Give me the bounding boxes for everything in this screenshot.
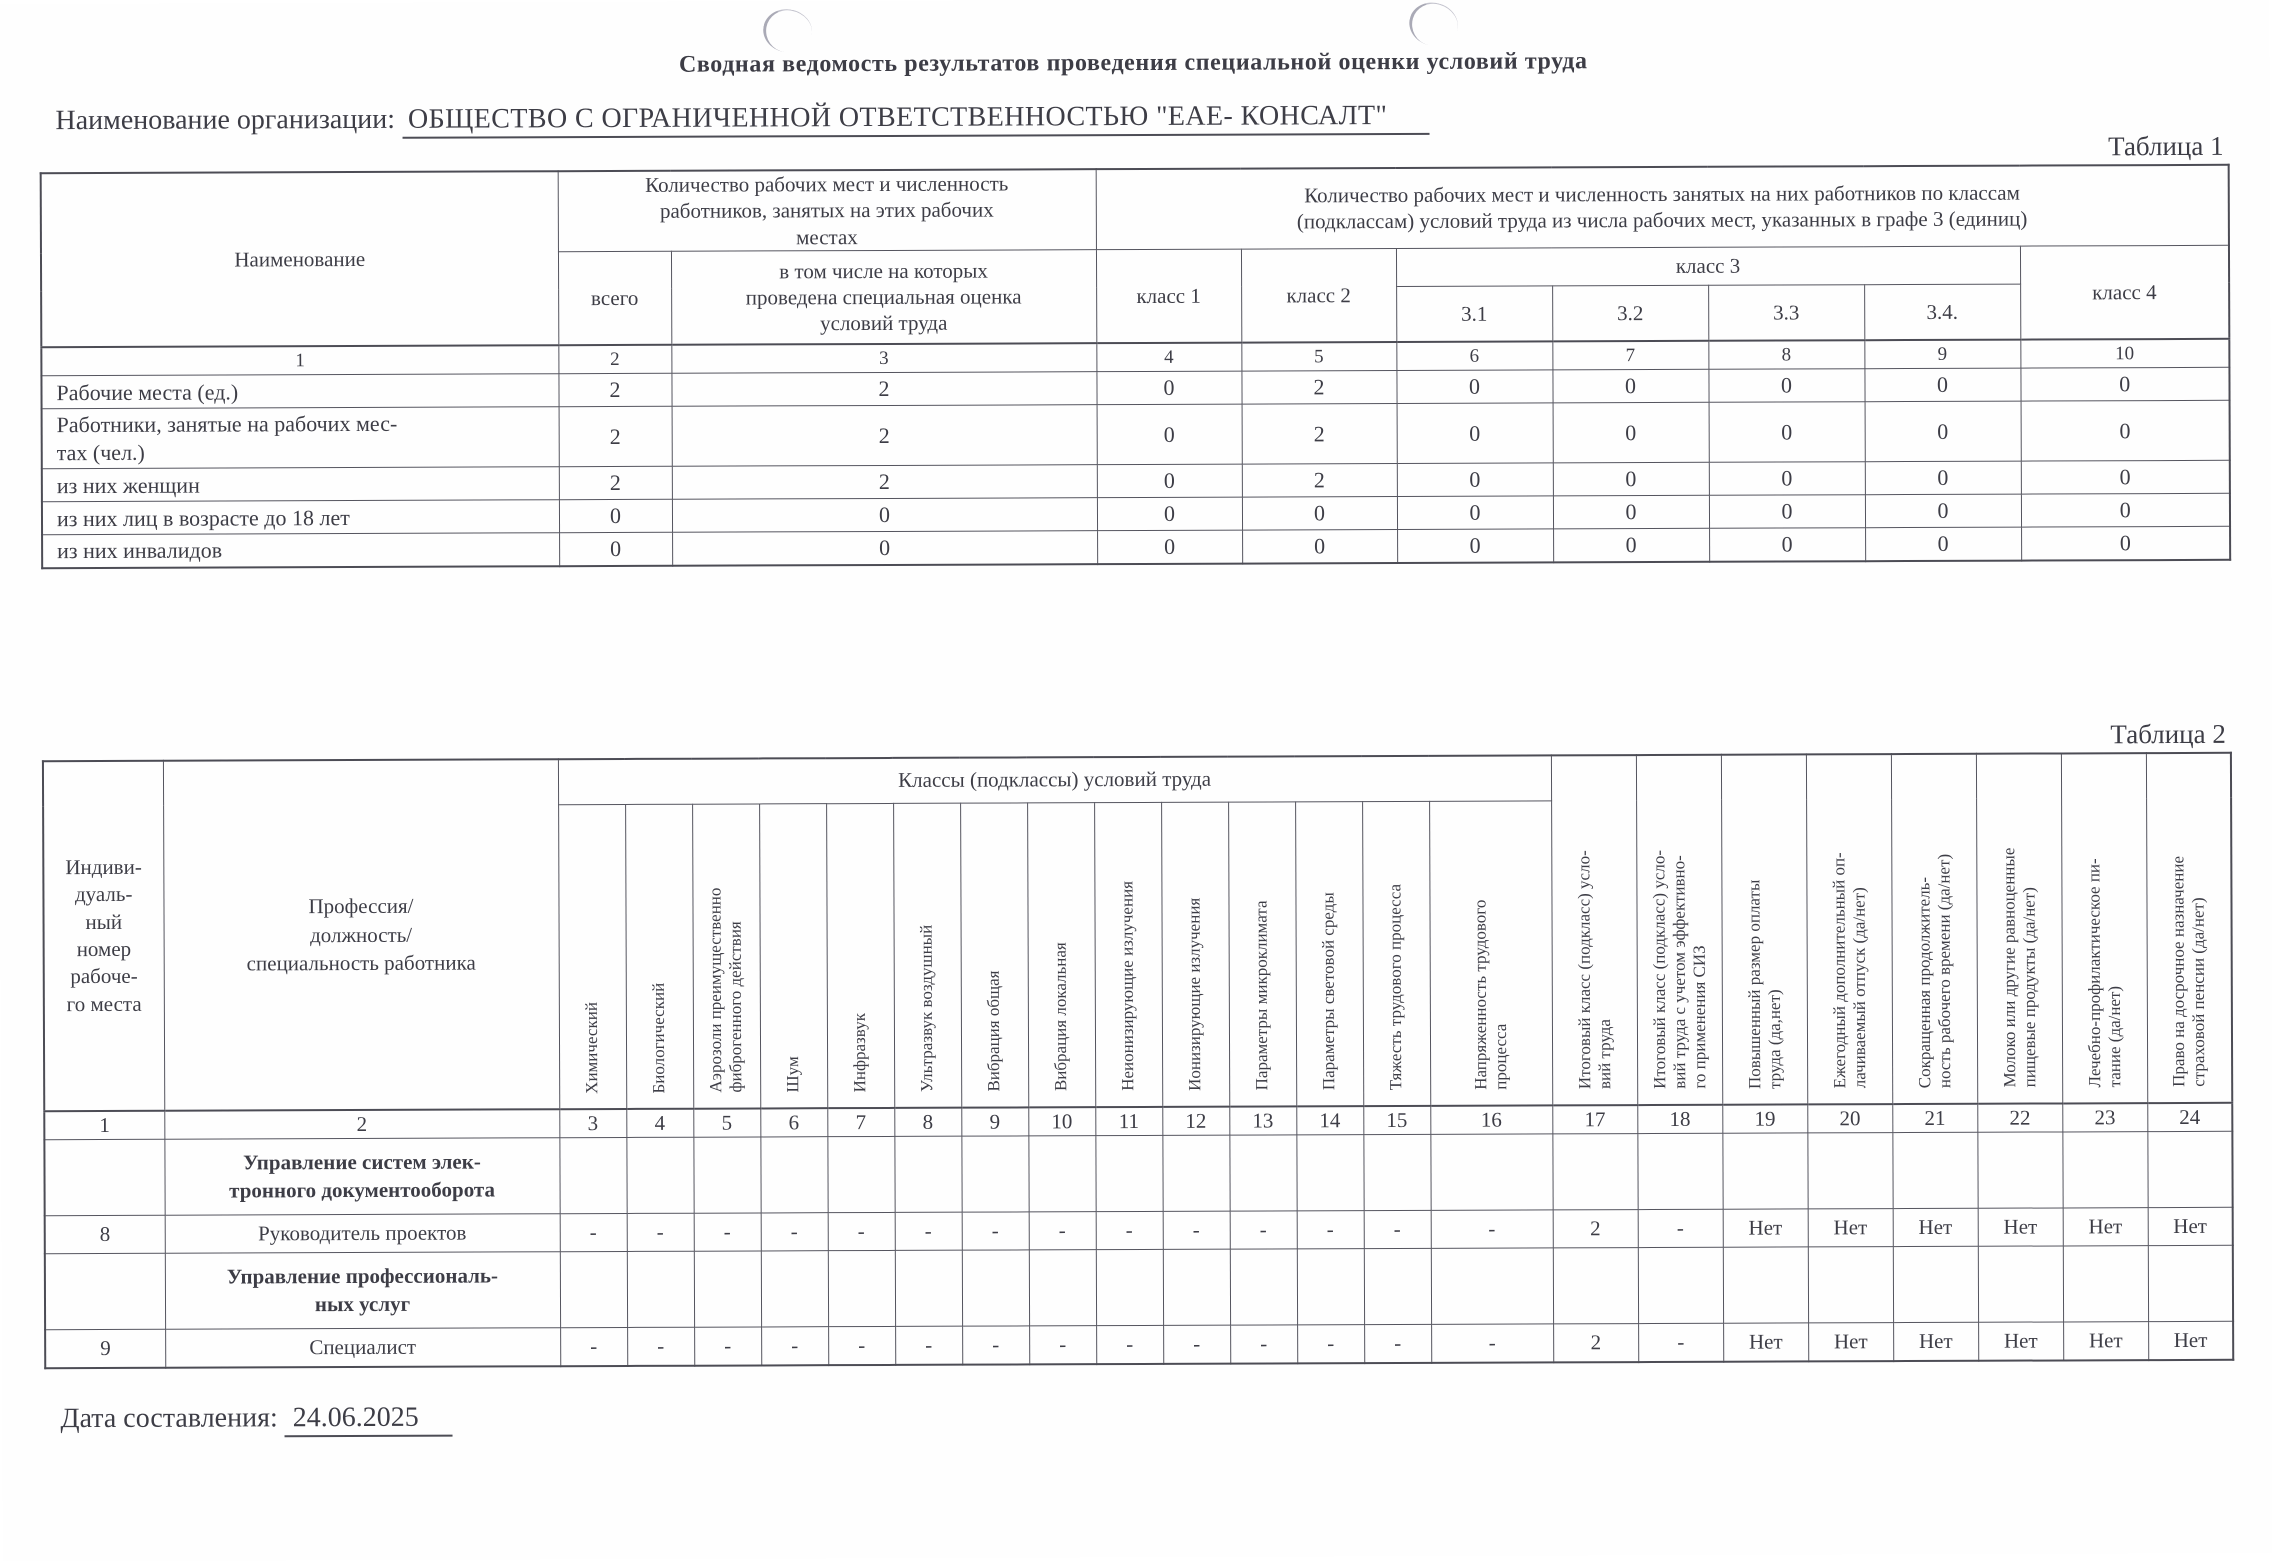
- table1-label: Таблица 1: [2108, 130, 2224, 162]
- table-cell: 0: [2021, 494, 2230, 528]
- col-group-workplaces: Количество рабочих мест и численность работников, занятых на этих рабочих местах: [558, 169, 1096, 251]
- table-cell: -: [1096, 1212, 1163, 1250]
- table-cell: 0: [1097, 497, 1242, 531]
- col-header-vibration-general: [960, 803, 1028, 1108]
- column-number: 22: [1977, 1104, 2062, 1133]
- row-number: [45, 1253, 165, 1329]
- rotated-label: Итоговый класс (подкласс) усло- вий труда: [1573, 850, 1614, 1090]
- rotated-label: Вибрация общая: [984, 970, 1004, 1092]
- table-cell: 0: [672, 531, 1097, 566]
- rotated-label: Сокращенная продолжитель- ность рабочего времени (да/нет): [1913, 853, 1954, 1089]
- table-cell: 0: [1097, 530, 1242, 564]
- table1: [40, 164, 2232, 569]
- col-group-classes: Количество рабочих мест и численность занятых на них работников по классам (подклассам) условий труда из числа рабочих мест, указанных в графе 3 (единиц): [1096, 165, 2229, 250]
- table-cell: 0: [1709, 528, 1865, 562]
- table-cell: [560, 1252, 627, 1328]
- table-cell: 0: [2021, 461, 2230, 495]
- column-number: 14: [1296, 1106, 1363, 1135]
- col-header-intensity: [1429, 801, 1552, 1106]
- rotated-label: Ультразвук воздушный: [917, 924, 937, 1093]
- table-cell: 0: [1397, 463, 1553, 497]
- data-row: [42, 527, 2230, 568]
- column-number: 8: [894, 1108, 961, 1137]
- table-cell: Нет: [1723, 1209, 1808, 1247]
- column-number: 2: [558, 345, 671, 374]
- column-number: 10: [2020, 339, 2229, 368]
- table-cell: -: [761, 1327, 828, 1365]
- organization-label: Наименование организации:: [55, 103, 396, 137]
- col-header-increased-pay: [1721, 754, 1807, 1105]
- table-cell: -: [1163, 1211, 1230, 1249]
- table-cell: [961, 1136, 1028, 1212]
- column-number: 23: [2062, 1103, 2147, 1132]
- table-cell: 2: [672, 405, 1097, 467]
- rotated-label: Лечебно-профилактическое пи- тание (да/нет): [2083, 858, 2124, 1088]
- column-number: 9: [1864, 340, 2020, 369]
- table2: [42, 752, 2234, 1369]
- row-label: из них лиц в возрасте до 18 лет: [42, 500, 559, 535]
- table-cell: [1722, 1133, 1807, 1209]
- col-header-profession: Профессия/ должность/ специальность работника: [163, 759, 559, 1111]
- table-cell: [760, 1137, 827, 1213]
- row-label: Работники, занятые на рабочих мес- тах (чел.): [42, 407, 559, 469]
- table-cell: -: [1364, 1325, 1431, 1363]
- rotated-label: Параметры световой среды: [1318, 892, 1339, 1091]
- table2-label: Таблица 2: [2110, 718, 2226, 750]
- rotated-label: Неионизирующие излучения: [1117, 881, 1138, 1092]
- col-header-aerosols: [692, 804, 760, 1109]
- column-number: 15: [1363, 1106, 1430, 1135]
- table-cell: [1808, 1247, 1893, 1323]
- table2-body: [44, 1132, 2233, 1368]
- table-cell: -: [761, 1213, 828, 1251]
- column-number: 21: [1892, 1104, 1977, 1133]
- col-header-light: [1295, 801, 1363, 1106]
- table-cell: [1638, 1247, 1723, 1323]
- table-cell: [2062, 1132, 2147, 1208]
- table-cell: 2: [559, 407, 672, 467]
- table-cell: [627, 1251, 694, 1327]
- col-header-biological: [625, 804, 693, 1109]
- rotated-label: Ежегодный дополнительный оп- лачиваемый отпуск (да/нет): [1828, 852, 1869, 1089]
- table-cell: [559, 1138, 626, 1214]
- table-cell: 0: [1242, 530, 1397, 564]
- row-label: из них женщин: [42, 467, 559, 502]
- table-cell: 0: [1397, 529, 1553, 563]
- table-cell: 2: [1242, 404, 1397, 465]
- section-label: Управление профессиональ- ных услуг: [165, 1252, 560, 1330]
- column-number: 4: [1096, 343, 1241, 372]
- table-cell: [1296, 1135, 1363, 1211]
- table-cell: -: [627, 1327, 694, 1365]
- column-number: 4: [626, 1109, 693, 1138]
- table-cell: -: [694, 1327, 761, 1365]
- table-cell: 0: [2020, 368, 2229, 402]
- table-cell: 0: [672, 498, 1097, 533]
- table-cell: -: [1096, 1326, 1163, 1364]
- section-label: Управление систем элек- тронного документооборота: [164, 1138, 559, 1216]
- column-number: 5: [1241, 342, 1396, 371]
- column-number: 3: [559, 1109, 626, 1138]
- table-cell: [1230, 1249, 1297, 1325]
- table-cell: [1162, 1135, 1229, 1211]
- table-cell: -: [1431, 1210, 1553, 1248]
- table-cell: 0: [1709, 462, 1865, 496]
- table-cell: 0: [1397, 496, 1553, 530]
- table-cell: [1229, 1135, 1296, 1211]
- col-header-total: всего: [558, 251, 671, 345]
- col-header-noise: [759, 803, 827, 1108]
- table-cell: 0: [1553, 496, 1709, 530]
- rotated-label: Биологический: [649, 982, 669, 1094]
- table-cell: -: [828, 1213, 895, 1251]
- section-row: [44, 1132, 2232, 1216]
- table-cell: -: [1029, 1212, 1096, 1250]
- table-cell: [894, 1136, 961, 1212]
- col-header-preventive-nutrition: [2061, 753, 2147, 1104]
- table-cell: [1297, 1249, 1364, 1325]
- col-header-ultrasound: [893, 803, 961, 1108]
- table-cell: Нет: [1978, 1322, 2063, 1360]
- table-cell: [1723, 1247, 1808, 1323]
- column-number: 10: [1028, 1107, 1095, 1136]
- column-number: 18: [1637, 1105, 1722, 1134]
- table-cell: [1029, 1250, 1096, 1326]
- col-header-class4: класс 4: [2020, 245, 2229, 340]
- table-cell: 0: [2021, 527, 2230, 561]
- table-cell: 0: [1097, 464, 1242, 498]
- table-cell: 0: [1096, 371, 1241, 405]
- table-cell: 0: [1097, 404, 1242, 465]
- column-number: 6: [760, 1108, 827, 1137]
- rotated-label: Аэрозоли преимущественно фиброгенного действия: [705, 887, 746, 1093]
- table-cell: [1977, 1132, 2062, 1208]
- table-cell: -: [1163, 1325, 1230, 1363]
- table-cell: [1892, 1133, 1977, 1209]
- table-cell: 2: [1241, 371, 1396, 405]
- table-cell: 0: [1396, 370, 1552, 404]
- column-number: 17: [1552, 1105, 1637, 1134]
- col-header-vibration-local: [1027, 802, 1095, 1107]
- col-header-name: Наименование: [41, 171, 559, 347]
- table-cell: [1807, 1133, 1892, 1209]
- rotated-label: Молоко или другие равноценные пищевые продукты (да/нет): [1998, 848, 2039, 1088]
- col-header-class2: класс 2: [1241, 248, 1396, 343]
- table-cell: [1637, 1134, 1722, 1210]
- row-label: Специалист: [165, 1328, 560, 1368]
- col-header-class1: класс 1: [1096, 249, 1241, 344]
- col-header-sub34: 3.4.: [1864, 284, 2020, 341]
- column-number: 24: [2147, 1103, 2232, 1132]
- col-header-infrasound: [826, 803, 894, 1108]
- col-header-workplace-number: Индиви- дуаль- ный номер рабоче- го места: [43, 760, 164, 1111]
- table-cell: 0: [1553, 529, 1709, 563]
- column-number: 1: [44, 1111, 164, 1140]
- table-cell: Нет: [2148, 1322, 2233, 1360]
- table-cell: -: [627, 1213, 694, 1251]
- table1-header-row1: [41, 165, 2229, 254]
- table-cell: [1552, 1134, 1637, 1210]
- table-cell: [761, 1251, 828, 1327]
- column-number: 3: [671, 343, 1096, 373]
- rotated-label: Напряженность трудового процесса: [1470, 899, 1511, 1090]
- table-cell: 0: [1864, 368, 2020, 402]
- table-cell: [1893, 1247, 1978, 1323]
- page-title: Сводная ведомость результатов проведения специальной оценки условий труда: [678, 48, 1588, 78]
- table-cell: 0: [1242, 497, 1397, 531]
- table-cell: 0: [2021, 401, 2230, 462]
- column-number: 7: [1552, 341, 1708, 370]
- table-cell: Нет: [2148, 1208, 2233, 1246]
- table-cell: 2: [1553, 1324, 1638, 1362]
- organization-name: ОБЩЕСТВО С ОГРАНИЧЕННОЙ ОТВЕТСТВЕННОСТЬЮ "ЕАЕ- КОНСАЛТ": [402, 100, 1429, 139]
- row-number: [44, 1139, 164, 1215]
- table-cell: 0: [559, 533, 672, 566]
- table-cell: [1364, 1249, 1431, 1325]
- row-number: 9: [45, 1329, 165, 1367]
- col-header-ionizing: [1161, 802, 1229, 1107]
- table-cell: 0: [1553, 403, 1709, 464]
- column-number: 20: [1807, 1104, 1892, 1133]
- column-number: 19: [1722, 1105, 1807, 1134]
- rotated-label: Химический: [582, 1001, 602, 1094]
- table-cell: -: [1230, 1211, 1297, 1249]
- rotated-label: Инфразвук: [850, 1012, 870, 1093]
- table1-body: [41, 368, 2230, 568]
- table-cell: Нет: [1808, 1209, 1893, 1247]
- table-cell: -: [1029, 1326, 1096, 1364]
- table-cell: [962, 1250, 1029, 1326]
- col-header-reduced-hours: [1891, 754, 1977, 1105]
- table-cell: [1363, 1135, 1430, 1211]
- table-cell: [693, 1137, 760, 1213]
- table-cell: [2148, 1246, 2233, 1322]
- column-number: 13: [1229, 1107, 1296, 1136]
- row-label: Рабочие места (ед.): [41, 374, 558, 409]
- scan-artifact-left: [760, 5, 816, 56]
- column-number: 7: [827, 1108, 894, 1137]
- table-cell: -: [895, 1212, 962, 1250]
- table-cell: Нет: [1893, 1209, 1978, 1247]
- table-cell: [1553, 1248, 1638, 1324]
- table-cell: -: [962, 1326, 1029, 1364]
- column-number: 5: [693, 1109, 760, 1138]
- column-number: 6: [1396, 342, 1552, 371]
- column-number: 16: [1430, 1106, 1552, 1135]
- col-header-sub32: 3.2: [1552, 285, 1708, 342]
- table-cell: -: [962, 1212, 1029, 1250]
- table-cell: Нет: [2063, 1208, 2148, 1246]
- table-cell: [827, 1137, 894, 1213]
- table-cell: -: [694, 1213, 761, 1251]
- table-cell: [1430, 1134, 1552, 1210]
- table-cell: 2: [672, 465, 1097, 500]
- table-cell: -: [895, 1326, 962, 1364]
- row-number: 8: [45, 1215, 165, 1253]
- table-cell: [626, 1137, 693, 1213]
- table-cell: [1978, 1246, 2063, 1322]
- column-number: 8: [1708, 340, 1864, 369]
- col-header-class3: класс 3: [1396, 246, 2020, 286]
- col-header-milk-products: [1976, 753, 2062, 1104]
- table-cell: 2: [558, 374, 671, 407]
- date-label: Дата составления:: [60, 1402, 278, 1434]
- table-cell: Нет: [1808, 1323, 1893, 1361]
- table-cell: [2147, 1132, 2232, 1208]
- table-cell: [2063, 1246, 2148, 1322]
- table-cell: 2: [671, 372, 1096, 407]
- rotated-label: Повышенный размер оплаты труда (да,нет): [1743, 879, 1784, 1089]
- col-header-early-pension: [2146, 753, 2232, 1104]
- table-cell: 0: [1865, 527, 2021, 561]
- table-cell: Нет: [2063, 1322, 2148, 1360]
- col-header-additional-leave: [1806, 754, 1892, 1105]
- data-row: [42, 401, 2230, 469]
- table-cell: 0: [1708, 369, 1864, 403]
- table-cell: [694, 1251, 761, 1327]
- date-line: [60, 1394, 2272, 1435]
- table-cell: 0: [1397, 403, 1553, 464]
- table-cell: 0: [559, 500, 672, 533]
- date-value: 24.06.2025: [285, 1401, 453, 1437]
- section-row: [45, 1246, 2233, 1330]
- table-cell: 0: [1553, 463, 1709, 497]
- scan-artifact-right: [1404, 0, 1463, 52]
- rotated-label: Вибрация локальная: [1051, 942, 1071, 1092]
- rotated-label: Параметры микроклимата: [1251, 900, 1272, 1091]
- rotated-label: Итоговый класс (подкласс) усло- вий труда с учетом эффективно- го применения СИЗ: [1648, 850, 1709, 1090]
- table-cell: -: [1638, 1323, 1723, 1361]
- row-label: Руководитель проектов: [165, 1214, 560, 1254]
- column-number: 9: [961, 1108, 1028, 1137]
- rotated-label: Тяжесть трудового процесса: [1385, 883, 1406, 1091]
- table-cell: 0: [1865, 494, 2021, 528]
- table-cell: [1163, 1249, 1230, 1325]
- col-header-assessed: в том числе на которых проведена специальная оценка условий труда: [671, 249, 1096, 345]
- table-cell: -: [1230, 1325, 1297, 1363]
- table-cell: 0: [1865, 401, 2021, 462]
- col-group-condition-classes: Классы (подклассы) условий труда: [558, 755, 1551, 804]
- col-header-final-class: [1551, 755, 1637, 1106]
- col-header-chemical: [558, 804, 626, 1109]
- table-cell: -: [1638, 1210, 1723, 1248]
- table-cell: Нет: [1978, 1208, 2063, 1246]
- table-cell: [1096, 1250, 1163, 1326]
- table-cell: [1028, 1136, 1095, 1212]
- col-header-nonionizing: [1094, 802, 1162, 1107]
- rotated-label: Ионизирующие излучения: [1184, 897, 1205, 1092]
- table-cell: [1431, 1248, 1553, 1324]
- table-cell: [828, 1251, 895, 1327]
- table-cell: 2: [559, 467, 672, 500]
- table-cell: 2: [1553, 1210, 1638, 1248]
- table-cell: -: [1297, 1325, 1364, 1363]
- table-cell: Нет: [1893, 1323, 1978, 1361]
- table-cell: -: [560, 1328, 627, 1366]
- data-row: [45, 1322, 2233, 1368]
- table2-header-row1: [43, 753, 2231, 807]
- col-header-microclimate: [1228, 802, 1296, 1107]
- column-number: 1: [41, 345, 558, 375]
- col-header-sub31: 3.1: [1396, 286, 1552, 343]
- table-cell: -: [1431, 1324, 1553, 1362]
- table-cell: -: [560, 1214, 627, 1252]
- table-cell: 0: [1709, 402, 1865, 463]
- table-cell: -: [1364, 1211, 1431, 1249]
- table-cell: 0: [1865, 461, 2021, 495]
- table-cell: -: [1297, 1211, 1364, 1249]
- table-cell: [1095, 1136, 1162, 1212]
- col-header-sub33: 3.3: [1708, 284, 1864, 341]
- table-cell: [895, 1250, 962, 1326]
- col-header-final-class-siz: [1636, 755, 1722, 1106]
- column-number: 2: [164, 1109, 559, 1139]
- table-cell: -: [828, 1327, 895, 1365]
- table-cell: 0: [1552, 370, 1708, 404]
- rotated-label: Шум: [783, 1056, 803, 1093]
- column-number: 11: [1095, 1107, 1162, 1136]
- row-label: из них инвалидов: [42, 533, 559, 568]
- col-header-severity: [1362, 801, 1430, 1106]
- rotated-label: Право на досрочное назначение страховой пенсии (да/нет): [2168, 856, 2209, 1088]
- table-cell: Нет: [1723, 1323, 1808, 1361]
- table-cell: 2: [1242, 464, 1397, 498]
- column-number: 12: [1162, 1107, 1229, 1136]
- table-cell: 0: [1709, 495, 1865, 529]
